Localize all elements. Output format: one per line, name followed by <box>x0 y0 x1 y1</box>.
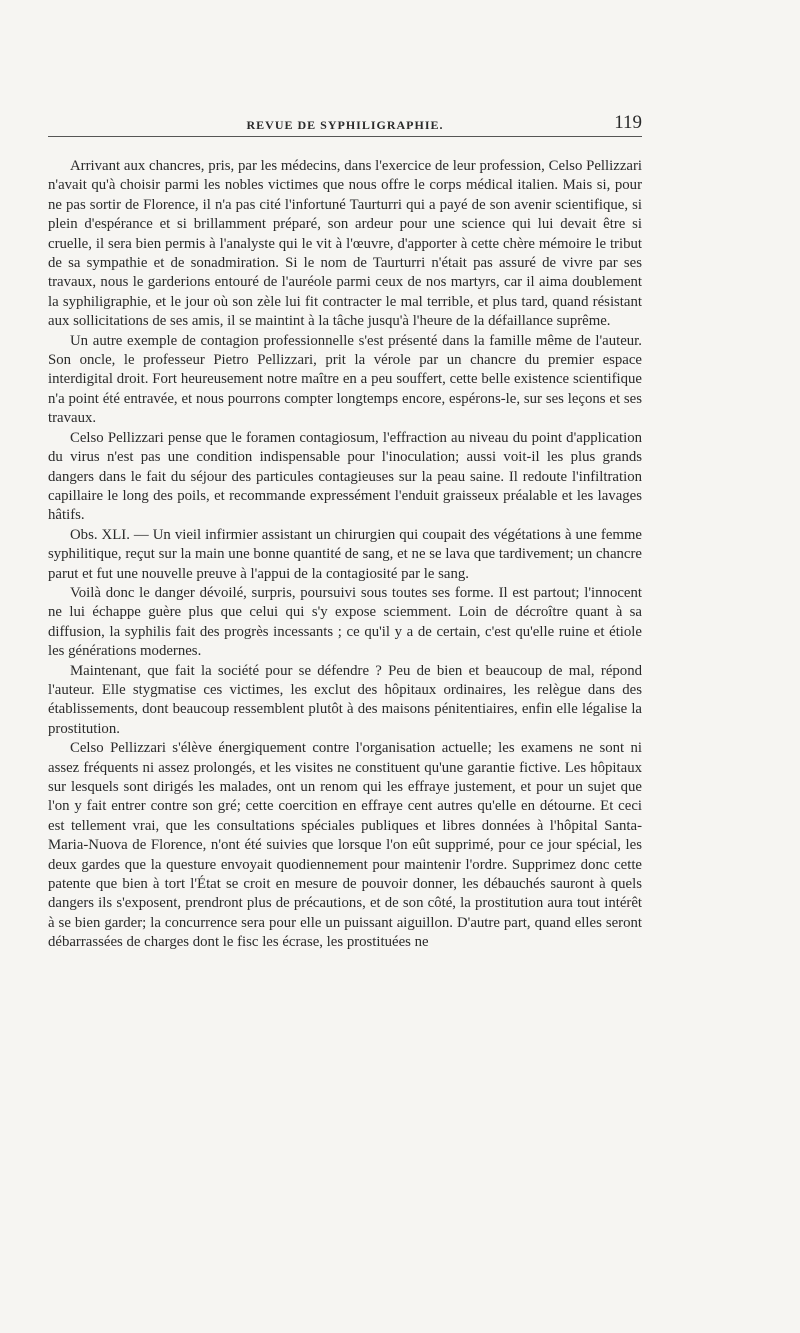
paragraph: Arrivant aux chancres, pris, par les médecins, dans l'exercice de leur profession, Celso Pellizzari n'avait qu'à choisir parmi les nobles victimes que nous offre le corps médical italien. Mais si, pour ne pas sortir de Florence, il n'a pas cité l'infortuné Taurturri qui a payé de son avenir scientifique, si plein d'espérance et si brillamment préparé, son ardeur pour une science qui lui devait être si cruelle, il sera bien permis à l'analyste qui le vit à l'œuvre, d'apporter à cette chère mémoire le tribut de sa sympathie et de sonadmiration. Si le nom de Taurturri n'était pas assuré de vivre par ses travaux, nous le garderions entouré de l'auréole parmi ceux de nos martyrs, car il aima doublement la syphiligraphie, et le jour où son zèle lui fit contracter le mal terrible, et plus tard, quand résistant aux sollicitations de ses amis, il se maintint à la tâche jusqu'à l'heure de la défaillance suprême. <box>48 158 642 330</box>
paragraph: Un autre exemple de contagion professionnelle s'est présenté dans la famille même de l'auteur. Son oncle, le professeur Pietro Pellizzari, prit la vérole par un chancre du premier espace interdigital droit. Fort heureusement notre maître en a peu souffert, cette belle existence scientifique n'a point été entravée, et nous pourrons compter longtemps encore, espérons-le, sur ses leçons et ses travaux. <box>48 332 642 427</box>
paragraph: Celso Pellizzari s'élève énergiquement contre l'organisation actuelle; les examens ne sont ni assez fréquents ni assez prolongés, et les visites ne constituent qu'une garantie fictive. Les hôpitaux sur lesquels sont dirigés les malades, ont un renom qui les effraye justement, et pour un sujet que l'on y fait entrer contre son gré; cette coercition en effraye cent autres qu'elle en détourne. Et ceci est tellement vrai, que les consultations spéciales publiques et libres données à l'hôpital Santa-Maria-Nuova de Florence, n'ont été suivies que lorsque l'on eût supprimé, pour ce jour spécial, les deux gardes que la questure envoyait quodiennement pour maintenir l'ordre. Supprimez donc cette patente que bien à tort l'État se croit en mesure de pouvoir donner, les débauchés sauront à quels dangers ils s'exposent, prendront plus de précautions, et de son côté, la prostitution aura tout intérêt à se bien garder; la concurrence sera pour elle un puissant aiguillon. D'autre part, quand elles seront débarrassées de charges dont le fisc les écrase, les prostituées ne <box>48 740 642 951</box>
running-title: REVUE DE SYPHILIGRAPHIE. <box>246 118 444 132</box>
header-rule <box>48 136 642 137</box>
paragraph: Maintenant, que fait la société pour se défendre ? Peu de bien et beaucoup de mal, répond l'auteur. Elle stygmatise ces victimes, les exclut des hôpitaux ordinaires, les relègue dans des établissements, dont beaucoup ressemblent plutôt à des maisons pénitentiaires, enfin elle légalise la prostitution. <box>48 662 642 737</box>
body-text <box>48 157 642 953</box>
page-number: 119 <box>614 112 642 133</box>
paragraph: Voilà donc le danger dévoilé, surpris, poursuivi sous toutes ses forme. Il est partout; l'innocent ne lui échappe guère plus que celui qui s'y expose sciemment. Loin de décroître quant à sa diffusion, la syphilis fait des progrès incessants ; ce qu'il y a de certain, c'est qu'elle ruine et étiole les générations modernes. <box>48 584 642 660</box>
paragraph: Celso Pellizzari pense que le foramen contagiosum, l'effraction au niveau du point d'application du virus n'est pas une condition indispensable pour l'inoculation; aussi voit-il les plus grands dangers dans le fait du séjour des particules contagieuses sur la peau saine. Il redoute l'infiltration capillaire le long des poils, et recommande expressément l'enduit graisseux préalable et les lavages hâtifs. <box>48 429 642 524</box>
observation-paragraph: Obs. XLI. — Un vieil infirmier assistant un chirurgien qui coupait des végétations à une femme syphilitique, reçut sur la main une bonne quantité de sang, et ne se lava que tardivement; un chancre parut et fut une nouvelle preuve à l'appui de la contagiosité par le sang. <box>48 526 642 582</box>
running-head <box>48 112 642 134</box>
